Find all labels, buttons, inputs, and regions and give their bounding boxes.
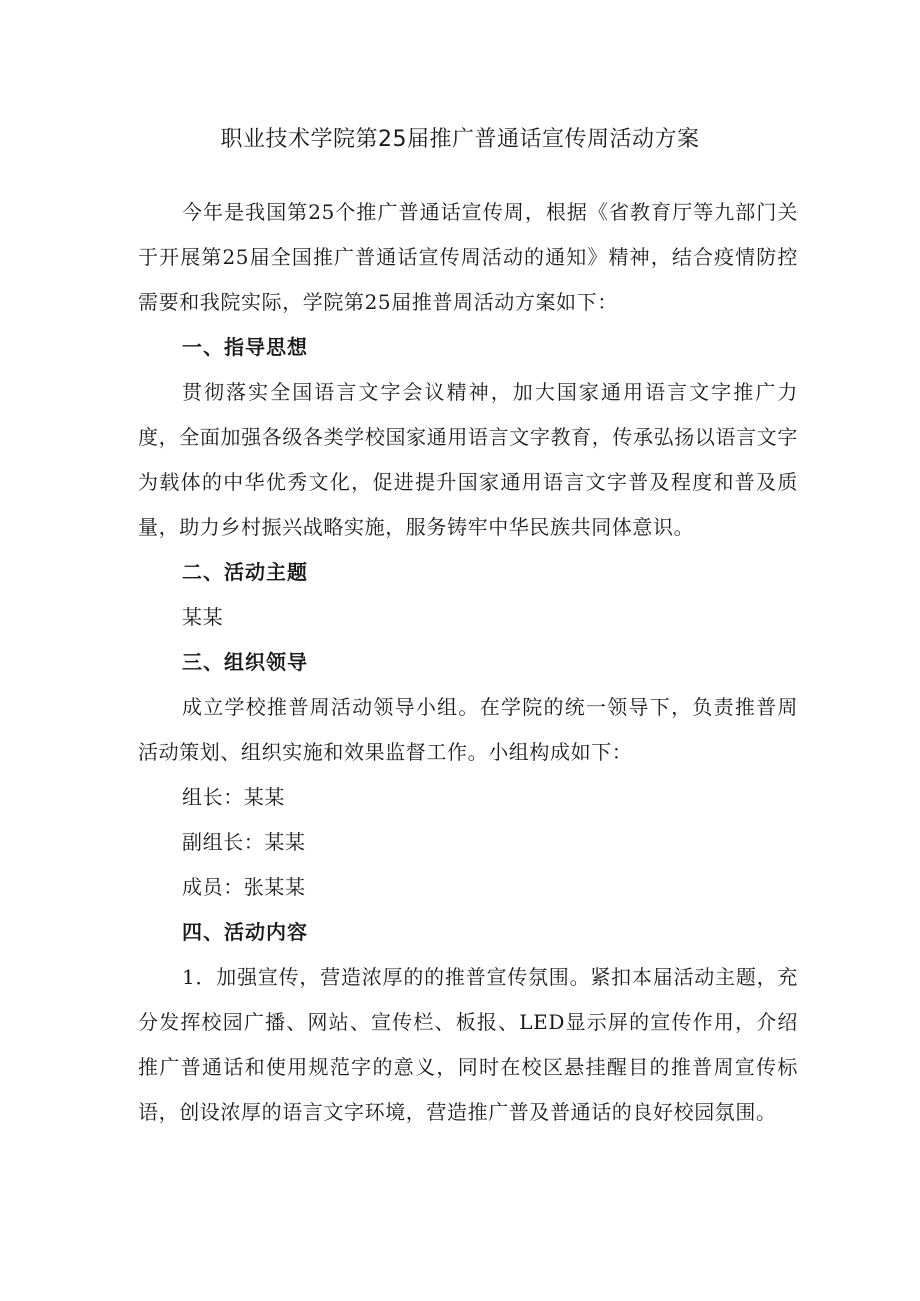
section-heading: 二、活动主题 (182, 560, 308, 584)
intro-paragraph: 今年是我国第25个推广普通话宣传周，根据《省教育厅等九部门关于开展第25届全国推广普通话宣传周活动的通知》精神，结合疫情防控需要和我院实际，学院第25届推普周活动方案如下： (138, 200, 798, 314)
section-paragraph: 贯彻落实全国语言文字会议精神，加大国家通用语言文字推广力度，全面加强各级各类学校国家通用语言文字教育，传承弘扬以语言文字为载体的中华优秀文化，促进提升国家通用语言文字普及程度和普及质量，助力乡村振兴战略实施，服务铸牢中华民族共同体意识。 (138, 380, 798, 539)
section-heading: 三、组织领导 (182, 650, 308, 674)
section-activity-content (138, 910, 798, 1135)
section-heading: 四、活动内容 (182, 920, 308, 944)
section-paragraph: 1．加强宣传，营造浓厚的的推普宣传氛围。紧扣本届活动主题，充分发挥校园广播、网站、宣传栏、板报、LED显示屏的宣传作用，介绍推广普通话和使用规范字的意义，同时在校区悬挂醒目的推普周宣传标语，创设浓厚的语言文字环境，营造推广普及普通话的良好校园氛围。 (138, 965, 798, 1124)
section-heading: 一、指导思想 (182, 335, 308, 359)
section-organization (138, 640, 798, 910)
team-leader-line: 组长：某某 (182, 785, 285, 809)
section-paragraph: 某某 (182, 605, 224, 629)
deputy-leader-line: 副组长：某某 (182, 830, 306, 854)
section-paragraph: 成立学校推普周活动领导小组。在学院的统一领导下，负责推普周活动策划、组织实施和效果监督工作。小组构成如下： (138, 695, 798, 764)
section-activity-theme (138, 550, 798, 640)
member-line: 成员：张某某 (182, 875, 306, 899)
document-title: 职业技术学院第25届推广普通话宣传周活动方案 (220, 127, 700, 152)
section-guiding-ideology (138, 325, 798, 550)
document-body (138, 190, 798, 1135)
